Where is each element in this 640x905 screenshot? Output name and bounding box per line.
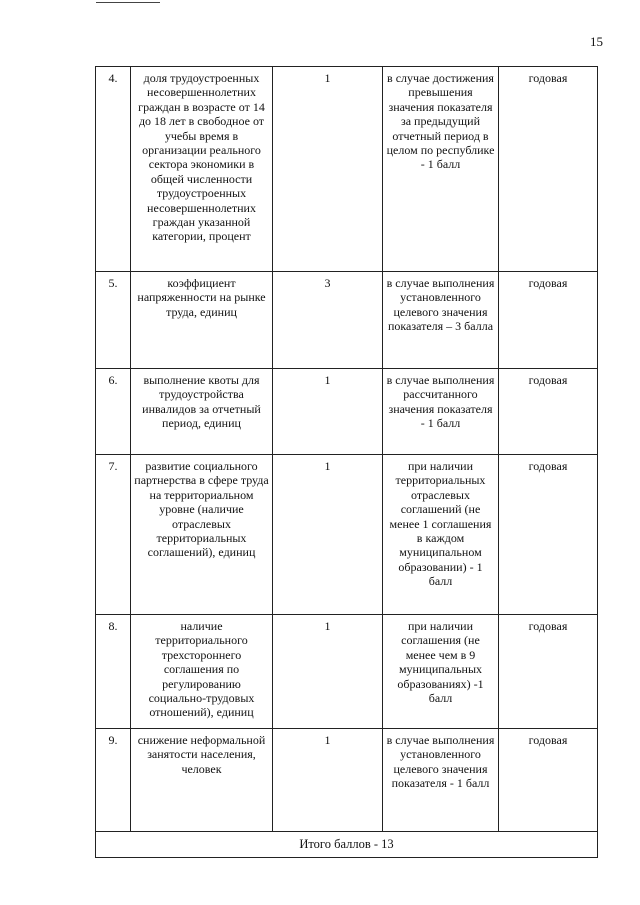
- indicator-weight: 1: [273, 369, 383, 455]
- table-row: [96, 729, 598, 832]
- scoring-condition: в случае выполнения рассчитанного значения показателя - 1 балл: [383, 369, 499, 455]
- reporting-period: годовая: [499, 369, 598, 455]
- indicator-weight: 1: [273, 455, 383, 615]
- table-row: [96, 272, 598, 369]
- top-rule: [96, 2, 160, 3]
- reporting-period: годовая: [499, 455, 598, 615]
- reporting-period: годовая: [499, 729, 598, 832]
- row-number: 4.: [96, 67, 131, 272]
- indicator-name: развитие социального партнерства в сфере труда на территориальном уровне (наличие отраслевых территориальных соглашений), единиц: [131, 455, 273, 615]
- indicator-weight: 1: [273, 67, 383, 272]
- page-number: 15: [590, 34, 603, 49]
- scoring-condition: в случае выполнения установленного целевого значения показателя - 1 балл: [383, 729, 499, 832]
- scoring-condition: при наличии территориальных отраслевых соглашений (не менее 1 соглашения в каждом муниципальном образовании) - 1 балл: [383, 455, 499, 615]
- scoring-condition: в случае достижения превышения значения показателя за предыдущий отчетный период в целом по республике - 1 балл: [383, 67, 499, 272]
- total-score: Итого баллов - 13: [96, 832, 598, 858]
- scoring-condition: при наличии соглашения (не менее чем в 9 муниципальных образованиях) -1 балл: [383, 615, 499, 729]
- table-row: [96, 455, 598, 615]
- indicator-weight: 1: [273, 615, 383, 729]
- row-number: 7.: [96, 455, 131, 615]
- row-number: 8.: [96, 615, 131, 729]
- indicator-name: доля трудоустроенных несовершеннолетних граждан в возрасте от 14 до 18 лет в свободное от учебы время в организации реального сектора экономики в общей численности трудоустроенных несовершеннолетних граждан указанной категории, процент: [131, 67, 273, 272]
- reporting-period: годовая: [499, 272, 598, 369]
- indicator-weight: 3: [273, 272, 383, 369]
- row-number: 5.: [96, 272, 131, 369]
- row-number: 6.: [96, 369, 131, 455]
- indicator-name: наличие территориального трехстороннего соглашения по регулированию социально-трудовых отношений), единиц: [131, 615, 273, 729]
- indicator-weight: 1: [273, 729, 383, 832]
- table-row: [96, 67, 598, 272]
- total-row: [96, 832, 598, 858]
- scoring-condition: в случае выполнения установленного целевого значения показателя – 3 балла: [383, 272, 499, 369]
- indicators-table: [95, 66, 598, 858]
- table-row: [96, 615, 598, 729]
- indicator-name: коэффициент напряженности на рынке труда, единиц: [131, 272, 273, 369]
- reporting-period: годовая: [499, 615, 598, 729]
- indicator-name: снижение неформальной занятости населения, человек: [131, 729, 273, 832]
- indicator-name: выполнение квоты для трудоустройства инвалидов за отчетный период, единиц: [131, 369, 273, 455]
- table-row: [96, 369, 598, 455]
- reporting-period: годовая: [499, 67, 598, 272]
- row-number: 9.: [96, 729, 131, 832]
